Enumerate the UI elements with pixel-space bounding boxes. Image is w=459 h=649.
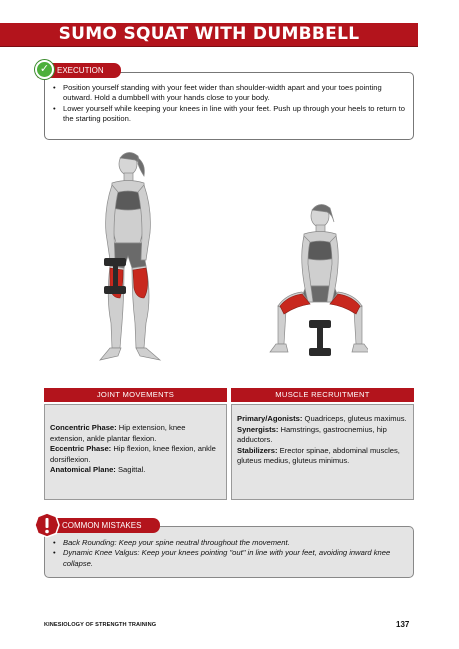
joint-item: Anatomical Plane: Sagittal. [50, 465, 146, 475]
execution-label: EXECUTION [37, 63, 121, 78]
joint-item: Concentric Phase: Hip extension, knee extension, ankle plantar flexion. [50, 423, 186, 443]
page-number: 137 [396, 620, 410, 629]
page-title: SUMO SQUAT WITH DUMBBELL [0, 23, 418, 46]
mistake-item: • Back Rounding: Keep your spine neutral throughout the movement. [53, 538, 405, 548]
execution-step: • Lower yourself while keeping your knees in line with your feet. Push up through your heels to return to the starting position. [53, 104, 405, 125]
muscle-recruitment-panel [231, 404, 414, 500]
squat-figure-illustration [268, 202, 368, 368]
exclamation-icon [34, 512, 60, 538]
muscle-item: Primary/Agonists: Quadriceps, gluteus maximus. [237, 414, 407, 423]
joint-item: Eccentric Phase: Hip flexion, knee flexion, ankle dorsiflexion. [50, 444, 216, 464]
common-mistakes-box [44, 526, 414, 578]
common-mistakes-label: COMMON MISTAKES [44, 518, 160, 533]
muscle-item: Synergists: Hamstrings, gastrocnemius, hip adductors. [237, 424, 387, 445]
execution-step: • Position yourself standing with your feet wider than shoulder-width apart and your toes pointing outward. Hold a dumbbell with your hands close to your body. [53, 83, 405, 104]
mistake-item: • Dynamic Knee Valgus: Keep your knees pointing "out" in line with your feet, avoiding inward knee collapse. [53, 548, 405, 569]
joint-movements-panel [44, 404, 227, 500]
muscle-item: Stabilizers: Erector spinae, abdominal muscles, gluteus medius, gluteus minimus. [237, 445, 400, 466]
muscle-recruitment-header: MUSCLE RECRUITMENT [231, 388, 414, 402]
standing-figure-illustration [80, 148, 180, 368]
check-icon: ✓ [35, 60, 54, 79]
execution-box [44, 72, 414, 140]
joint-movements-header: JOINT MOVEMENTS [44, 388, 227, 402]
footer-book-title: KINESIOLOGY OF STRENGTH TRAINING [44, 622, 157, 628]
